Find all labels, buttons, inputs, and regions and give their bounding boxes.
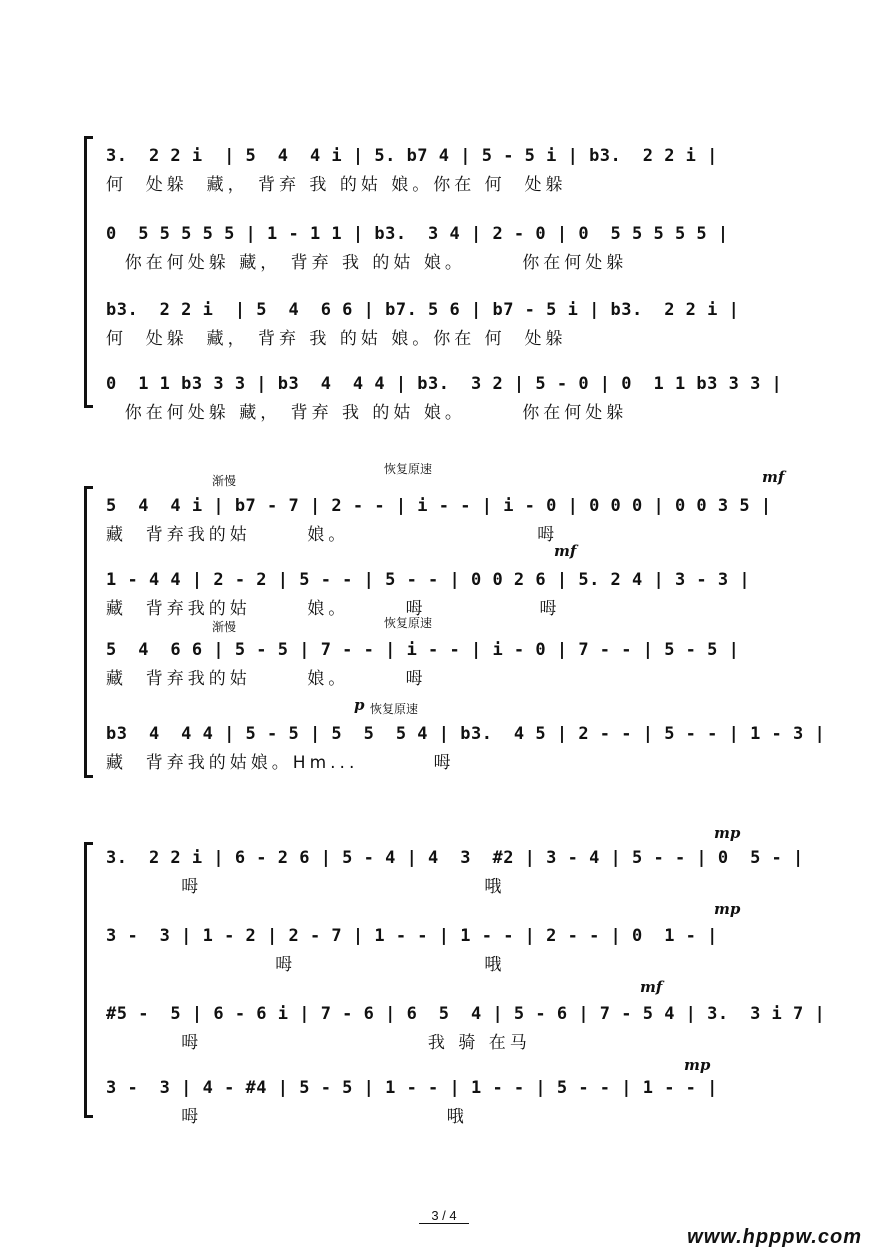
score-system-2 (84, 462, 826, 786)
tempo-mark-a-tempo: 恢复原速 (384, 616, 433, 630)
notation-line: 1 - 4 4 | 2 - 2 | 5 - - | 5 - - | 0 0 2 6 | 5. 2 4 | 3 - 3 | (106, 570, 751, 590)
voice-4 (106, 1074, 808, 1134)
notation-line: b3 4 4 4 | 5 - 5 | 5 5 5 4 | b3. 4 5 | 2 - - | 5 - - | 1 - 3 | (106, 724, 826, 744)
voice-4 (106, 370, 808, 430)
tempo-mark-a-tempo: 恢复原速 (370, 702, 419, 716)
notation-line: 5 4 6 6 | 5 - 5 | 7 - - | i - - | i - 0 | 7 - - | 5 - 5 | (106, 640, 740, 660)
voice-3 (106, 1000, 826, 1060)
dynamic-marking: mf (762, 468, 785, 486)
page-number (0, 1208, 888, 1223)
dynamic-marking: mp (684, 1056, 711, 1074)
notation-line: #5 - 5 | 6 - 6 i | 7 - 6 | 6 5 4 | 5 - 6 | 7 - 5 4 | 3. 3 i 7 | (106, 1004, 826, 1024)
notation-line: 3 - 3 | 4 - #4 | 5 - 5 | 1 - - | 1 - - | 5 - - | 1 - - | (106, 1078, 718, 1098)
dynamic-marking: mf (554, 542, 577, 560)
notation-line: 3. 2 2 i | 5 4 4 i | 5. b7 4 | 5 - 5 i | b3. 2 2 i | (106, 146, 718, 166)
lyrics-line: 藏 背弃我的姑 娘。 呣 呣 (106, 599, 561, 619)
lyrics-line: 藏 背弃我的姑 娘。 呣 (106, 525, 559, 545)
voice-2 (106, 220, 808, 280)
voice-2 (106, 922, 808, 982)
system-brace (84, 486, 93, 778)
lyrics-line: 呣 我 骑 在马 (106, 1033, 531, 1053)
notation-line: 5 4 4 i | b7 - 7 | 2 - - | i - - | i - 0 | 0 0 0 | 0 0 3 5 | (106, 496, 772, 516)
tempo-mark-ritardando: 渐慢 (212, 620, 237, 634)
score-system-3 (84, 824, 826, 1127)
site-watermark: www.hpppw.com (687, 1226, 862, 1248)
page-number-text: 3 / 4 (419, 1208, 468, 1224)
dynamic-marking: mf (640, 978, 663, 996)
system-brace (84, 842, 93, 1118)
voice-4 (106, 720, 826, 780)
dynamic-marking: mp (714, 900, 741, 918)
voice-3 (106, 296, 808, 356)
voice-1 (106, 844, 808, 904)
notation-line: 0 5 5 5 5 5 | 1 - 1 1 | b3. 3 4 | 2 - 0 | 0 5 5 5 5 5 | (106, 224, 729, 244)
dynamic-marking: mp (714, 824, 741, 842)
lyrics-line: 呣 哦 (106, 955, 506, 975)
lyrics-line: 你在何处躲 藏， 背弃 我 的姑 娘。 你在何处躲 (106, 253, 628, 273)
dynamic-marking: p (354, 696, 365, 714)
lyrics-line: 何 处躲 藏， 背弃 我 的姑 娘。你在 何 处躲 (106, 175, 567, 195)
lyrics-line: 你在何处躲 藏， 背弃 我 的姑 娘。 你在何处躲 (106, 403, 628, 423)
lyrics-line: 何 处躲 藏， 背弃 我 的姑 娘。你在 何 处躲 (106, 329, 567, 349)
score-system-1 (84, 136, 808, 423)
voice-1 (106, 142, 808, 202)
voice-2 (106, 566, 808, 626)
voice-1 (106, 492, 808, 552)
lyrics-line: 藏 背弃我的姑 娘。 呣 (106, 669, 427, 689)
notation-line: 3 - 3 | 1 - 2 | 2 - 7 | 1 - - | 1 - - | 2 - - | 0 1 - | (106, 926, 718, 946)
lyrics-line: 呣 哦 (106, 1107, 468, 1127)
notation-line: b3. 2 2 i | 5 4 6 6 | b7. 5 6 | b7 - 5 i | b3. 2 2 i | (106, 300, 740, 320)
notation-line: 3. 2 2 i | 6 - 2 6 | 5 - 4 | 4 3 #2 | 3 - 4 | 5 - - | 0 5 - | (106, 848, 804, 868)
system-brace (84, 136, 93, 408)
tempo-mark-a-tempo: 恢复原速 (384, 462, 433, 476)
voice-3 (106, 636, 808, 696)
lyrics-line: 藏 背弃我的姑娘。Hm... 呣 (106, 753, 455, 773)
tempo-mark-ritardando: 渐慢 (212, 474, 237, 488)
lyrics-line: 呣 哦 (106, 877, 506, 897)
notation-line: 0 1 1 b3 3 3 | b3 4 4 4 | b3. 3 2 | 5 - 0 | 0 1 1 b3 3 3 | (106, 374, 783, 394)
